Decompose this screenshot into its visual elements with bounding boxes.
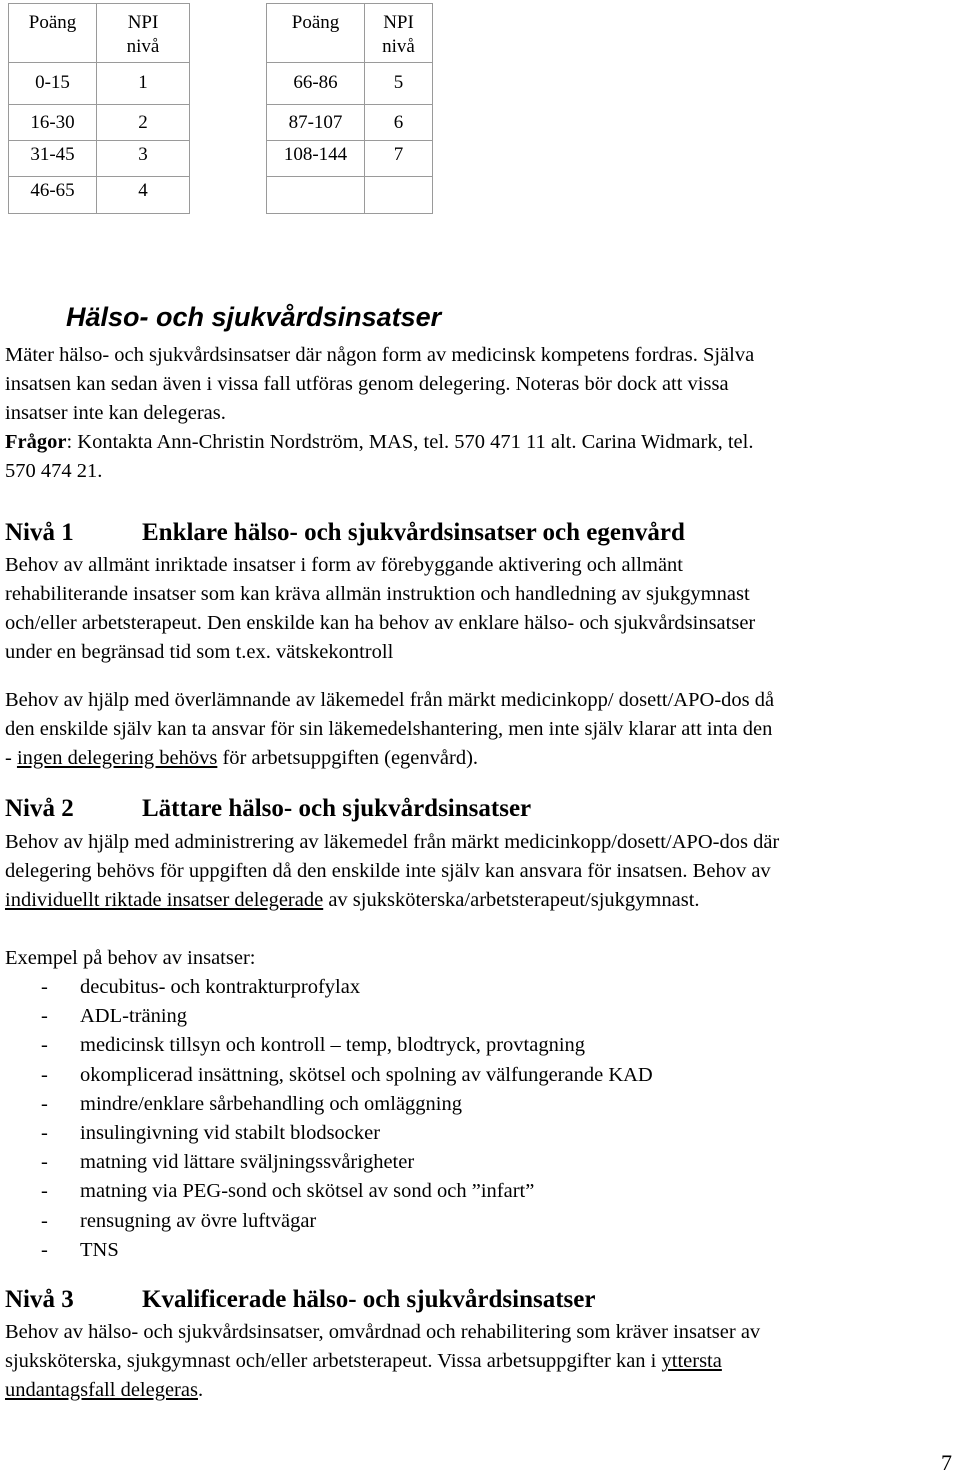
text-line [5,1347,960,1376]
table-cell: 31-45 [9,141,97,177]
text-line: rehabiliterande insatser som kan kräva allmän instruktion och handledning av sjukgymnast [5,583,750,605]
table-cell: 87-107 [267,105,365,141]
table-cell: 1 [97,63,190,105]
list-item [5,1031,653,1060]
list-item [5,1236,653,1265]
list-dash: - [41,1238,48,1261]
level1-heading [5,519,685,547]
text-line: och/eller arbetsterapeut. Den enskilde kan ha behov av enklare hälso- och sjukvårdsinsatser [5,612,756,634]
table-cell: 3 [97,141,190,177]
list-item [5,973,653,1002]
list-item-text: matning vid lättare sväljningssvårigheter [80,1151,415,1174]
table-gap [190,141,267,177]
list-dash: - [41,1092,48,1115]
level2-paragraph [5,828,960,915]
exception-emphasis-2: undantagsfall delegeras [5,1379,198,1401]
table-row [9,177,433,214]
table-gap [190,105,267,141]
page-number: 7 [941,1450,952,1475]
text-suffix: av sjuksköterska/arbetsterapeut/sjukgymnast. [323,889,700,911]
list-item-text: TNS [80,1238,119,1261]
section-title: Hälso- och sjukvårdsinsatser [66,302,442,332]
table-cell: 0-15 [9,63,97,105]
intro-paragraph [5,341,960,486]
intro-line: insatser inte kan delegeras. [5,402,226,424]
list-item [5,1090,653,1119]
table-cell: 5 [365,63,433,105]
list-item-text: okomplicerad insättning, skötsel och spolning av välfungerande KAD [80,1063,653,1086]
list-item-text: insulingivning vid stabilt blodsocker [80,1122,381,1145]
level2-heading [5,795,531,823]
level3-title: Kvalificerade hälso- och sjukvårdsinsatser [142,1286,596,1313]
table-cell [267,177,365,214]
list-item-text: medicinsk tillsyn och kontroll – temp, blodtryck, provtagning [80,1034,586,1057]
text-line [5,886,960,915]
table-cell: 4 [97,177,190,214]
text-line: Behov av hjälp med överlämnande av läkemedel från märkt medicinkopp/ dosett/APO-dos då [5,689,775,711]
text-line: Behov av hjälp med administrering av läkemedel från märkt medicinkopp/dosett/APO-dos där [5,831,780,853]
table-gap [190,63,267,105]
level3-number: Nivå 3 [5,1286,74,1313]
exception-emphasis: yttersta [661,1350,722,1372]
table-cell: 46-65 [9,177,97,214]
list-dash: - [41,1209,48,1232]
level1-number: Nivå 1 [5,519,74,546]
list-dash: - [41,976,48,998]
intro-line: insatsen kan sedan även i vissa fall utföras genom delegering. Noteras bör dock att vissa [5,373,729,395]
contact-label: Frågor [5,431,67,453]
level2-title: Lättare hälso- och sjukvårdsinsatser [142,795,532,822]
no-delegation-emphasis: ingen delegering behövs [16,747,218,769]
delegated-emphasis: individuellt riktade insatser delegerade [5,889,324,911]
table-cell: 108-144 [267,141,365,177]
text-line: under en begränsad tid som t.ex. vätskekontroll [5,641,394,663]
text-line: delegering behövs för uppgiften då den enskilde inte själv kan ansvara för insatsen. Behov av [5,860,771,882]
list-item-text: rensugning av övre luftvägar [80,1209,317,1232]
contact-text: : Kontakta Ann-Christin Nordström, MAS, tel. 570 471 11 alt. Carina Widmark, tel. [66,431,754,453]
text-line: Behov av hälso- och sjukvårdsinsatser, omvårdnad och rehabilitering som kräver insatser av [5,1321,761,1343]
header-poang-1: Poäng [9,4,97,63]
table-row [9,141,433,177]
level1-title: Enklare hälso- och sjukvårdsinsatser och egenvård [142,519,685,546]
level1-paragraph-2 [5,686,960,773]
list-item-text: matning via PEG-sond och skötsel av sond och ”infart” [80,1180,535,1203]
header-npi-1: NPI nivå [97,4,190,63]
level1-paragraph-1 [5,551,960,667]
list-item-text: ADL-träning [80,1005,188,1028]
list-dash: - [41,1063,48,1086]
text-line: den enskilde själv kan ta ansvar för sin läkemedelshantering, men inte själv klarar att inta den [5,718,773,740]
table-cell: 6 [365,105,433,141]
example-list [5,973,653,1265]
table-row [9,63,433,105]
intro-line: Mäter hälso- och sjukvårdsinsatser där någon form av medicinsk kompetens fordras. Själva [5,344,755,366]
table-cell: 16-30 [9,105,97,141]
text-line [5,1376,960,1405]
table-gap [190,177,267,214]
npi-score-table [8,3,433,214]
table-header-row [9,4,433,63]
list-item-text: mindre/enklare sårbehandling och omläggning [80,1092,462,1115]
contact-line-2: 570 474 21. [5,460,103,482]
list-item-text: decubitus- och kontrakturprofylax [80,976,361,998]
text-suffix: för arbetsuppgiften (egenvård). [217,747,479,769]
level2-number: Nivå 2 [5,795,74,822]
list-item [5,1119,653,1148]
level3-heading [5,1286,595,1314]
text-line [5,744,960,773]
list-item [5,1177,653,1206]
example-label: Exempel på behov av insatser: [5,947,256,969]
table-cell: 7 [365,141,433,177]
list-item [5,1061,653,1090]
header-npi-2: NPI nivå [365,4,433,63]
level3-paragraph [5,1318,960,1405]
list-item [5,1002,653,1031]
list-dash: - [41,1180,48,1203]
table-row [9,105,433,141]
table-gap [190,4,267,63]
table-cell: 66-86 [267,63,365,105]
list-item [5,1207,653,1236]
list-item [5,1148,653,1177]
contact-line [5,428,960,457]
text-prefix: sjuksköterska, sjukgymnast och/eller arbetsterapeut. Vissa arbetsuppgifter kan i [5,1350,662,1372]
table-cell [365,177,433,214]
list-dash: - [41,1034,48,1057]
table-cell: 2 [97,105,190,141]
list-dash: - [41,1005,48,1028]
list-dash: - [41,1122,48,1145]
text-suffix: . [197,1379,204,1401]
header-poang-2: Poäng [267,4,365,63]
text-prefix: - [5,747,17,769]
text-line: Behov av allmänt inriktade insatser i form av förebyggande aktivering och allmänt [5,554,683,576]
list-dash: - [41,1151,48,1174]
